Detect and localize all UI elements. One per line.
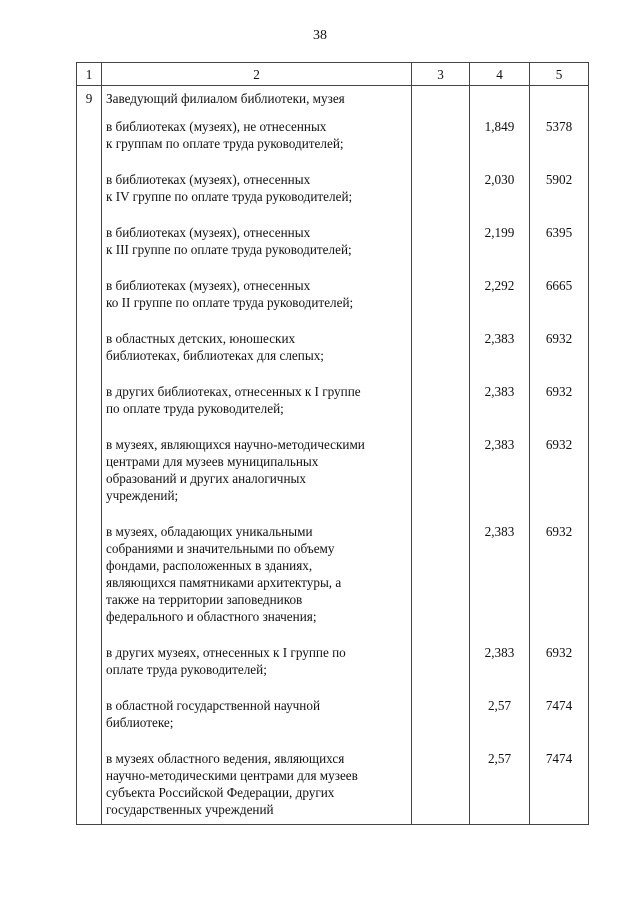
position-title: Заведующий филиалом библиотеки, музея <box>106 91 345 106</box>
coefficient-value: 2,292 <box>484 278 515 293</box>
entry-list <box>106 118 405 818</box>
header-col-3: 3 <box>412 63 470 86</box>
col-3-cell <box>412 86 470 825</box>
salary-value: 6932 <box>545 331 573 346</box>
salary-value: 7474 <box>545 751 573 766</box>
list-item: в других музеях, отнесенных к I группе по оплате труда руководителей; <box>106 645 346 677</box>
coefficient-value: 2,383 <box>484 331 515 346</box>
coefficient-value: 2,383 <box>484 384 515 399</box>
list-item: в областной государственной научной библиотеке; <box>106 698 321 730</box>
list-item: в областных детских, юношеских библиотеках, библиотеках для слепых; <box>106 331 324 363</box>
header-col-1: 1 <box>77 63 102 86</box>
list-item: в музеях, обладающих уникальными собраниями и значительными по объему фондами, расположенных в зданиях, являющихся памятниками архитектуры, а также на территории заповедников федерального и областного значения; <box>106 524 342 624</box>
list-item: в библиотеках (музеях), не отнесенных к группам по оплате труда руководителей; <box>106 119 344 151</box>
list-item: в библиотеках (музеях), отнесенных к IV группе по оплате труда руководителей; <box>106 172 353 204</box>
list-item: в библиотеках (музеях), отнесенных к III группе по оплате труда руководителей; <box>106 225 352 257</box>
coefficient-list <box>470 118 529 818</box>
salary-value: 7474 <box>545 698 573 713</box>
coefficient-cell <box>470 86 530 825</box>
header-col-4: 4 <box>470 63 530 86</box>
page-number: 38 <box>313 28 327 43</box>
list-item: в музеях областного ведения, являющихся научно-методическими центрами для музеев субъекта Российской Федерации, других государственных учреждений <box>106 751 358 817</box>
list-item: в музеях, являющихся научно-методическими центрами для музеев муниципальных образований и других аналогичных учреждений; <box>106 437 365 503</box>
position-cell <box>102 86 412 825</box>
header-col-2: 2 <box>102 63 412 86</box>
row-number: 9 <box>77 86 102 825</box>
coefficient-value: 2,57 <box>487 751 512 766</box>
salary-value: 6932 <box>545 384 573 399</box>
salary-value: 5902 <box>545 172 573 187</box>
salary-value: 6395 <box>545 225 573 240</box>
coefficient-value: 1,849 <box>484 119 515 134</box>
salary-value: 5378 <box>545 119 573 134</box>
header-row <box>77 63 589 86</box>
list-item: в библиотеках (музеях), отнесенных ко II группе по оплате труда руководителей; <box>106 278 354 310</box>
coefficient-value: 2,57 <box>487 698 512 713</box>
salary-value: 6932 <box>545 524 573 539</box>
salary-value: 6932 <box>545 645 573 660</box>
coefficient-value: 2,199 <box>484 225 515 240</box>
table-row <box>77 86 589 825</box>
coefficient-value: 2,383 <box>484 524 515 539</box>
list-item: в других библиотеках, отнесенных к I группе по оплате труда руководителей; <box>106 384 361 416</box>
coefficient-value: 2,383 <box>484 437 515 452</box>
coefficient-value: 2,030 <box>484 172 515 187</box>
header-col-5: 5 <box>530 63 589 86</box>
salary-table <box>76 62 589 825</box>
salary-value: 6665 <box>545 278 573 293</box>
salary-cell <box>530 86 589 825</box>
coefficient-value: 2,383 <box>484 645 515 660</box>
salary-value: 6932 <box>545 437 573 452</box>
salary-list <box>530 118 588 818</box>
